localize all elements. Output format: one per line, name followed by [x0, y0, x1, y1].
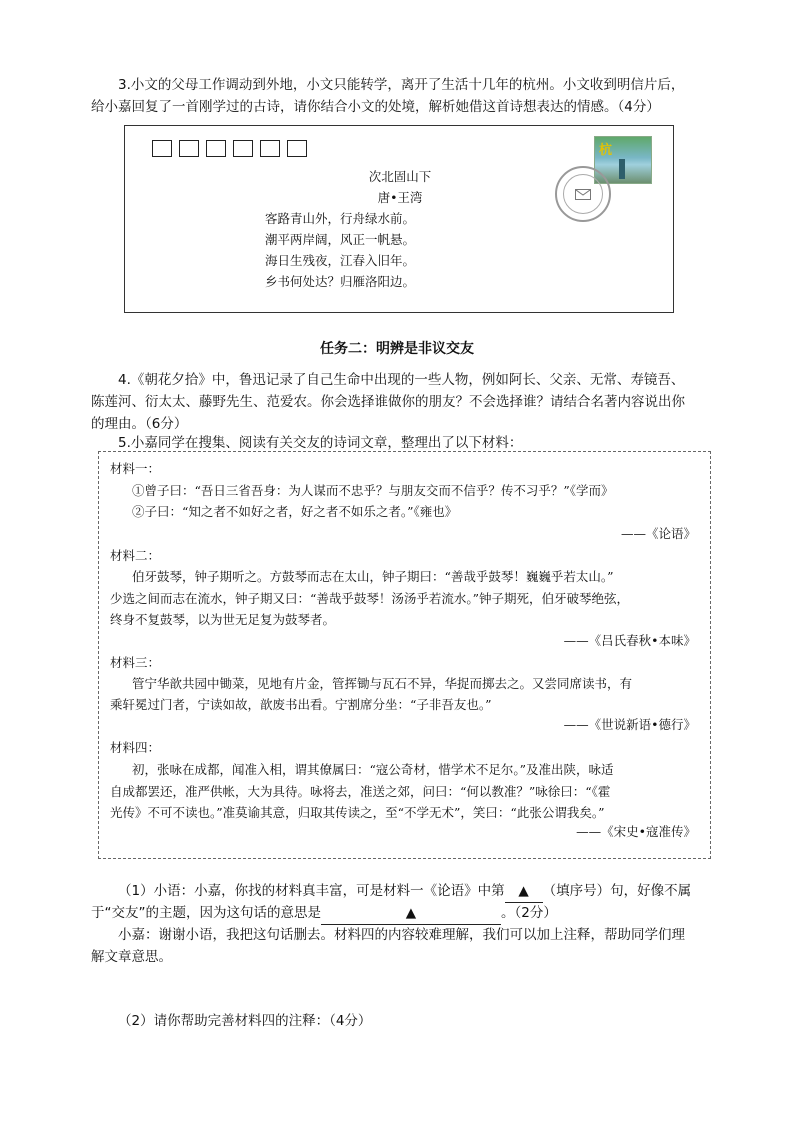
- zip-box: [179, 140, 199, 157]
- sub1-line-4: 解文章意思。: [91, 949, 172, 965]
- sub1-text: 于“交友”的主题，因为这句话的意思是: [91, 905, 321, 921]
- material-2-source: ——《吕氏春秋•本味》: [563, 633, 696, 648]
- answer-blank-2[interactable]: ▲: [321, 902, 501, 925]
- material-3-line: 乘轩冕过门者，宁读如故，歆废书出看。宁割席分坐：“子非吾友也。”: [110, 697, 492, 712]
- material-3-line: 管宁华歆共园中锄菜，见地有片金，管挥锄与瓦石不异，华捉而掷去之。又尝同席读书，有: [132, 676, 633, 691]
- q4-line-1: 4.《朝花夕拾》中，鲁迅记录了自己生命中出现的一些人物，例如阿长、父亲、无常、寿镜吾、: [118, 372, 685, 388]
- material-4-line: 光传》不可不读也。”准莫谕其意，归取其传读之，至“不学无术”，笑曰：“此张公谓我矣。”: [110, 805, 605, 820]
- material-4-line: 自成都罢还，准严供帐，大为具待。咏将去，准送之郊，问曰：“何以教准？”咏徐曰：“《霍: [110, 784, 611, 799]
- poem-line: 乡书何处达？归雁洛阳边。: [265, 274, 416, 289]
- material-1-item-2: ②子曰：“知之者不如好之者，好之者不如乐之者。”《雍也》: [132, 504, 458, 519]
- material-1-source: ——《论语》: [620, 526, 696, 541]
- zip-box: [206, 140, 226, 157]
- stamp-char: 杭: [599, 143, 613, 158]
- zip-box: [287, 140, 307, 157]
- poem-line: 客路青山外，行舟绿水前。: [265, 211, 416, 226]
- material-4-label: 材料四：: [110, 740, 161, 755]
- sub1-text: （填序号）句，好像不属: [542, 883, 692, 899]
- material-4-line: 初，张咏在成都，闻准入相，谓其僚属曰：“寇公奇材，惜学术不足尔。”及准出陕，咏适: [132, 762, 614, 777]
- answer-blank-1[interactable]: ▲: [505, 880, 543, 903]
- sub1-text: （1）小语：小嘉，你找的材料真丰富，可是材料一《论语》中第: [118, 883, 505, 899]
- q3-line-1: 3.小文的父母工作调动到外地，小文只能转学，离开了生活十几年的杭州。小文收到明信片后，: [118, 77, 685, 93]
- material-3-label: 材料三：: [110, 655, 161, 670]
- q5-intro: 5.小嘉同学在搜集、阅读有关交友的诗词文章，整理出了以下材料：: [118, 435, 523, 451]
- sub1-line-1: [118, 880, 738, 903]
- q4-line-2: 陈莲河、衍太太、藤野先生、范爱农。你会选择谁做你的朋友？不会选择谁？请结合名著内容说出你: [91, 394, 685, 410]
- q4-line-3: 的理由。（6分）: [91, 416, 188, 432]
- poem-line: 潮平两岸阔，风正一帆悬。: [265, 232, 416, 247]
- material-1-item-1: ①曾子曰：“吾日三省吾身：为人谋而不忠乎？与朋友交而不信乎？传不习乎？”《学而》: [132, 483, 614, 498]
- material-3-source: ——《世说新语•德行》: [563, 717, 696, 732]
- q3-line-2: 给小嘉回复了一首刚学过的古诗，请你结合小文的处境，解析她借这首诗想表达的情感。（4分）: [91, 99, 660, 115]
- poem-author: 唐•王湾: [377, 190, 423, 205]
- sub1-line-3: 小嘉：谢谢小语，我把这句话删去。材料四的内容较难理解，我们可以加上注释，帮助同学们理: [118, 927, 685, 943]
- material-2-line: 伯牙鼓琴，钟子期听之。方鼓琴而志在太山，钟子期曰：“善哉乎鼓琴！巍巍乎若太山。”: [132, 569, 614, 584]
- zip-box: [233, 140, 253, 157]
- material-2-line: 少选之间而志在流水，钟子期又曰：“善哉乎鼓琴！汤汤乎若流水。”钟子期死，伯牙破琴绝弦，: [110, 591, 630, 606]
- material-1-label: 材料一：: [110, 461, 161, 476]
- zip-box: [152, 140, 172, 157]
- zip-box: [260, 140, 280, 157]
- postcard: [124, 125, 674, 313]
- material-4-source: ——《宋史•寇准传》: [576, 824, 696, 839]
- sub1-text: 。（2分）: [501, 905, 557, 921]
- poem-title: 次北固山下: [368, 169, 432, 184]
- material-2-label: 材料二：: [110, 548, 161, 563]
- sub1-line-2: [91, 902, 711, 925]
- poem-line: 海日生残夜，江春入旧年。: [265, 253, 416, 268]
- task2-title: 任务二：明辨是非议交友: [320, 341, 474, 357]
- material-2-line: 终身不复鼓琴，以为世无足复为鼓琴者。: [110, 612, 336, 627]
- sub2-line: （2）请你帮助完善材料四的注释：（4分）: [118, 1013, 372, 1029]
